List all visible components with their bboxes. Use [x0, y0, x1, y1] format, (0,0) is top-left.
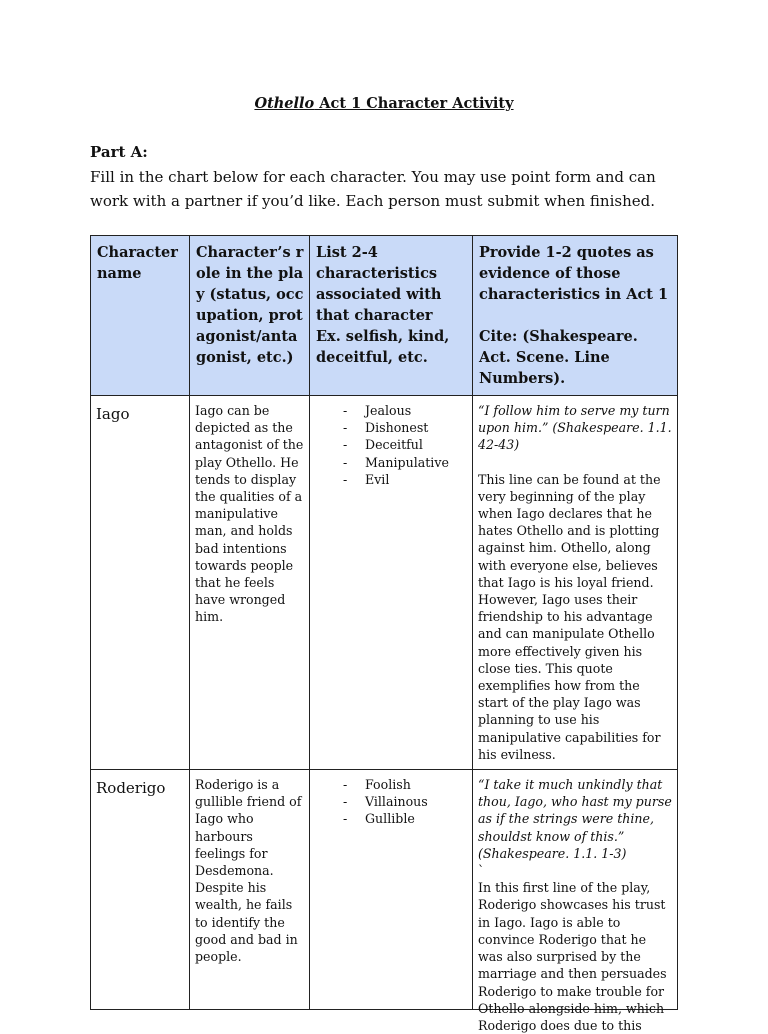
quote-text: “I take it much unkindly that thou, Iago, who hast my purse as if the strings were thine, shouldst know of this.” (Shakespeare. 1.1. 1-3) [478, 777, 672, 861]
characteristics-cell [310, 396, 473, 770]
character-role: Roderigo is a gullible friend of Iago who harbours feelings for Desdemona. Despite his wealth, he fails to identify the good and bad in people. [190, 770, 310, 1010]
characteristics-cell [310, 770, 473, 1010]
quote-clip [478, 776, 672, 1033]
part-a-heading: Part A: [90, 143, 148, 161]
header-row [91, 236, 678, 396]
character-role: Iago can be depicted as the antagonist of the play Othello. He tends to display the qualities of a manipulative man, and holds bad intentions towards people that he feels have wronged him. [190, 396, 310, 770]
table-row [91, 396, 678, 770]
quote-explanation: This line can be found at the very beginning of the play when Iago declares that he hates Othello and is plotting against him. Othello, along with everyone else, believes that Iago is his loyal friend. However, Iago uses their friendship to his advantage and can manipulate Othello more effectively given his close ties. This quote exemplifies how from the start of the play Iago was planning to use his manipulative capabilities for his evilness. [478, 471, 661, 762]
list-item: - Dishonest [343, 419, 467, 436]
list-item: - Jealous [343, 402, 467, 419]
header-role: Character’s role in the play (status, occupation, protagonist/antagonist, etc.) [190, 236, 310, 396]
quote-cell [473, 396, 678, 770]
table-row [91, 770, 678, 1010]
list-item: - Manipulative [343, 454, 467, 471]
header-characteristics: List 2-4 characteristics associated with that character Ex. selfish, kind, deceitful, etc. [310, 236, 473, 396]
quote-text: “I follow him to serve my turn upon him.” (Shakespeare. 1.1. 42-43) [478, 403, 672, 453]
list-item: - Foolish [343, 776, 467, 793]
character-name: Roderigo [91, 770, 190, 1010]
title-rest: Act 1 Character Activity [314, 95, 514, 112]
header-quotes: Provide 1-2 quotes as evidence of those characteristics in Act 1 Cite: (Shakespeare. Act. Scene. Line Numbers). [473, 236, 678, 396]
characteristics-list [315, 776, 467, 828]
list-item: - Villainous [343, 793, 467, 810]
title-italic: Othello [254, 95, 315, 112]
list-item: - Gullible [343, 810, 467, 827]
quote-explanation: In this first line of the play, Roderigo showcases his trust in Iago. Iago is able to convince Roderigo that he was also surprised by the marriage and then persuades Roderigo to make trouble for Othello alongside him, which Roderigo does due to this [478, 880, 667, 1033]
list-item: - Deceitful [343, 436, 467, 453]
characteristics-list [315, 402, 467, 488]
character-table [90, 235, 678, 1033]
list-item: - Evil [343, 471, 467, 488]
stray-mark: ` [478, 863, 485, 879]
document-title [0, 95, 768, 112]
quote-cell [473, 770, 678, 1033]
character-name: Iago [91, 396, 190, 770]
part-a-instructions: Fill in the chart below for each character. You may use point form and can work with a partner if you’d like. Each person must submit when finished. [90, 168, 656, 210]
header-character-name: Character name [91, 236, 190, 396]
